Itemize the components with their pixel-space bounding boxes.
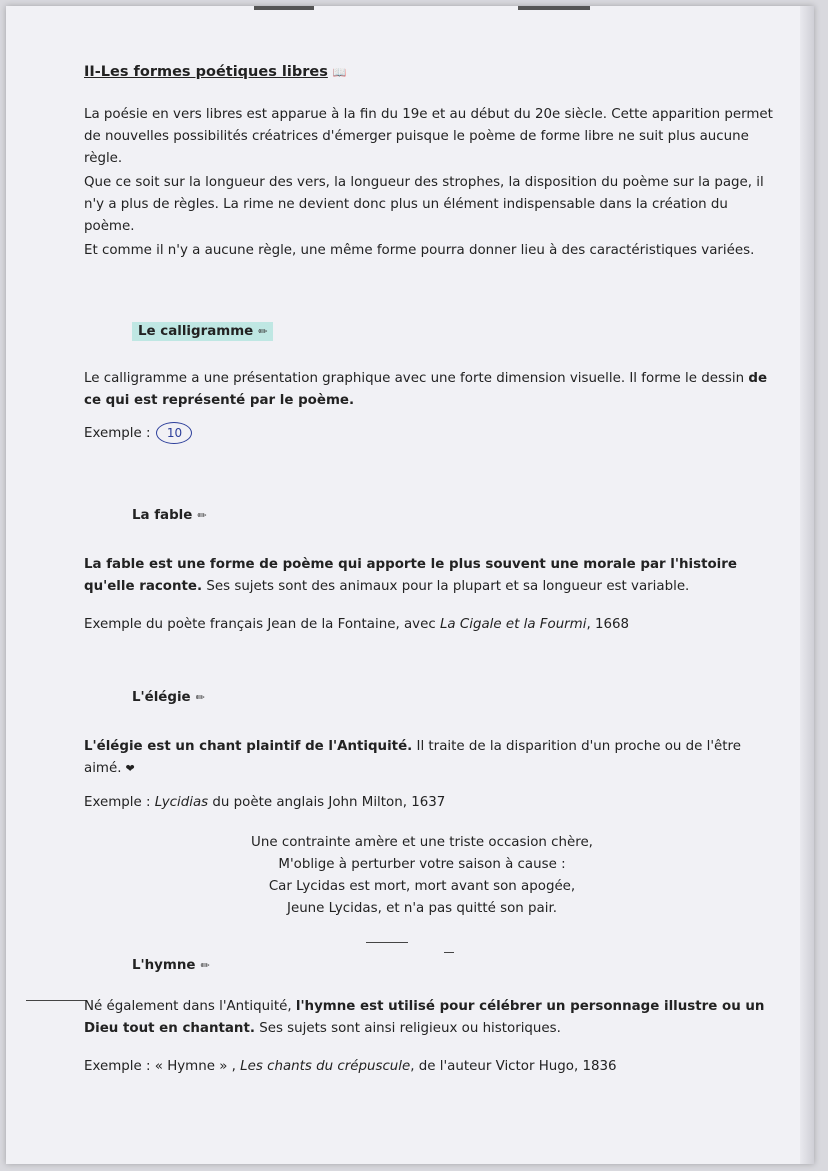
poem-line: Car Lycidas est mort, mort avant son apogée, <box>268 879 576 894</box>
heading-hymne: L'hymne ✏ <box>132 958 210 973</box>
elegie-example: Exemple : Lycidias du poète anglais John Milton, 1637 <box>84 795 446 810</box>
hymne-description: Né également dans l'Antiquité, l'hymne est utilisé pour célébrer un personnage illustre ou un Dieu tout en chantant. Ses sujets sont ainsi religieux ou historiques. <box>84 999 765 1036</box>
fable-description: La fable est une forme de poème qui apporte le plus souvent une morale par l'histoire qu'elle raconte. Ses sujets sont des animaux pour la plupart et sa longueur est variable. <box>84 557 737 594</box>
pen-icon: ✏ <box>200 959 210 972</box>
heading-calligramme: Le calligramme ✏ <box>132 322 273 341</box>
heading-elegie: L'élégie ✏ <box>132 690 205 705</box>
intro-paragraph-3: Et comme il n'y a aucune règle, une même forme pourra donner lieu à des caractéristiques variées. <box>84 243 755 258</box>
intro-paragraph-2: Que ce soit sur la longueur des vers, la longueur des strophes, la disposition du poème sur la page, il n'y a plus de règles. La rime ne devient donc plus un élément indispensable dans la création du poème. <box>84 175 764 234</box>
poem-line: Une contrainte amère et une triste occasion chère, <box>251 835 593 850</box>
elegie-poem <box>242 832 602 920</box>
pen-icon: ✏ <box>258 325 268 338</box>
hymne-example: Exemple : « Hymne » , Les chants du crépuscule, de l'auteur Victor Hugo, 1836 <box>84 1059 617 1074</box>
calligramme-description: Le calligramme a une présentation graphique avec une forte dimension visuelle. Il forme le dessin de ce qui est représenté par le poème. <box>84 371 768 408</box>
book-icon: 📖 <box>332 66 347 79</box>
elegie-description: L'élégie est un chant plaintif de l'Antiquité. Il traite de la disparition d'un proche ou de l'être aimé. ❤ <box>84 736 774 780</box>
broken-heart-icon: ❤ <box>125 762 135 775</box>
pen-stroke <box>26 1000 86 1001</box>
intro-paragraph-1: La poésie en vers libres est apparue à la fin du 19e et au début du 20e siècle. Cette apparition permet de nouvelles possibilités créatrices d'émerger puisque le poème de forme libre ne suit plus aucune règle. <box>84 107 773 166</box>
example-reference-circle: 10 <box>156 422 192 444</box>
pen-stroke <box>366 942 408 943</box>
pen-icon: ✏ <box>197 509 207 522</box>
pen-stroke <box>444 952 454 953</box>
heading-fable: La fable ✏ <box>132 508 207 523</box>
document-page <box>6 6 814 1164</box>
page-edge <box>800 6 814 1164</box>
fable-example: Exemple du poète français Jean de la Fontaine, avec La Cigale et la Fourmi, 1668 <box>84 617 630 632</box>
top-mark <box>518 6 590 10</box>
top-mark <box>254 6 314 10</box>
poem-line: Jeune Lycidas, et n'a pas quitté son pair. <box>287 901 557 916</box>
calligramme-example: Exemple : 10 <box>84 422 192 445</box>
pen-icon: ✏ <box>195 691 205 704</box>
poem-line: M'oblige à perturber votre saison à cause : <box>278 857 566 872</box>
page-title: II-Les formes poétiques libres 📖 <box>84 64 347 80</box>
